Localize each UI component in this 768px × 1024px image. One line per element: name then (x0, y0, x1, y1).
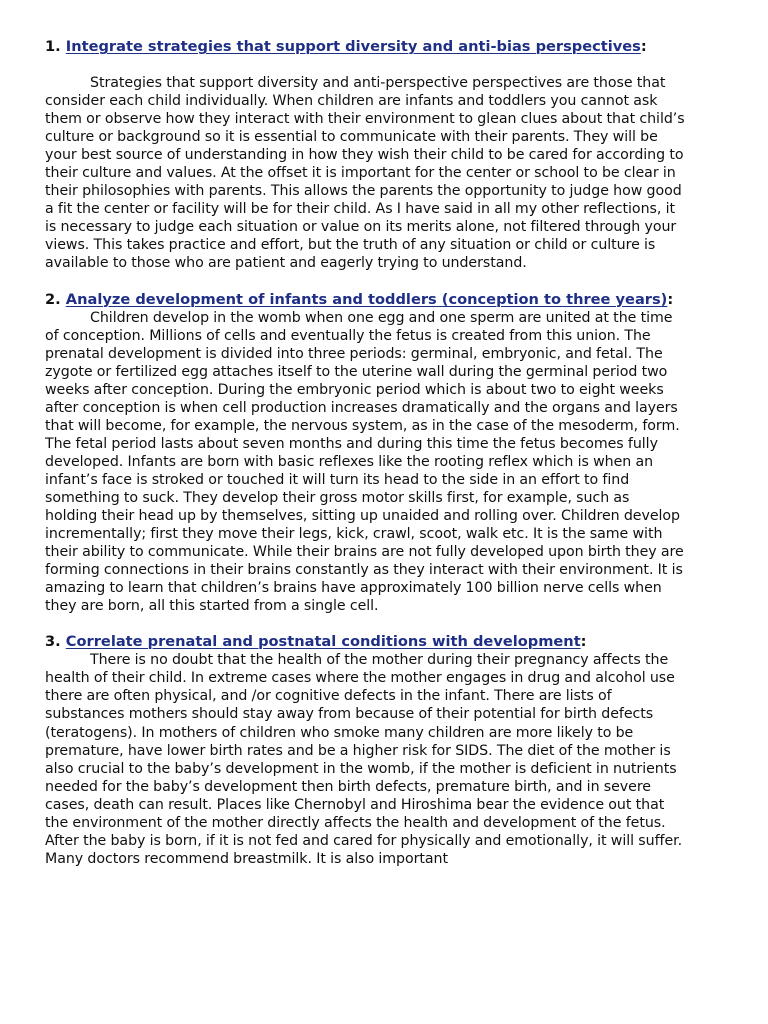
heading-colon: : (640, 38, 647, 55)
heading-link[interactable]: Correlate prenatal and postnatal conditions with development (65, 633, 581, 651)
heading-colon: : (580, 633, 587, 651)
heading-link[interactable]: Integrate strategies that support diversity and anti-bias perspectives (65, 38, 641, 55)
section-3 (45, 633, 685, 868)
section-body: Strategies that support diversity and anti-perspective perspectives are those that consider each child individually. When children are infants and toddlers you cannot ask them or observe how they interact with their environment to glean clues about that child’s culture or background so it is essential to communicate with their parents. They will be your best source of understanding in how they wish their child to be cared for according to their culture and values. At the offset it is important for the center or school to be clear in their philosophies with parents. This allows the parents the opportunity to judge how good a fit the center or facility will be for their child. As I have said in all my other reflections, it is necessary to judge each situation or value on its merits alone, not filtered through your views. This takes practice and effort, but the truth of any situation or child or culture is available to those who are patient and eagerly trying to understand. (45, 75, 685, 272)
section-body: There is no doubt that the health of the mother during their pregnancy affects the health of their child. In extreme cases where the mother engages in drug and alcohol use there are often physical, and /or cognitive defects in the infant. There are lists of substances mothers should stay away from because of their potential for birth defects (teratogens). In mothers of children who smoke many children are more likely to be premature, have lower birth rates and be a higher risk for SIDS. The diet of the mother is also crucial to the baby’s development in the womb, if the mother is deficient in nutrients needed for the baby’s development then birth defects, premature birth, and in severe cases, death can result. Places like Chernobyl and Hiroshima bear the evidence out that the environment of the mother directly affects the health and development of the fetus. After the baby is born, if it is not fed and cared for physically and emotionally, it will suffer. Many doctors recommend breastmilk. It is also important (45, 652, 683, 867)
heading-colon: : (667, 290, 674, 308)
section-heading (45, 633, 685, 651)
section-number: 2. (45, 290, 61, 308)
document-page (45, 38, 685, 868)
section-number: 1. (45, 38, 61, 55)
section-heading (45, 38, 685, 56)
section-number: 3. (45, 633, 61, 651)
section-heading (45, 291, 685, 309)
section-1 (45, 38, 685, 273)
section-body: Children develop in the womb when one egg and one sperm are united at the time of conception. Millions of cells and eventually the fetus is created from this union. The prenatal development is divided into three periods: germinal, embryonic, and fetal. The zygote or fertilized egg attaches itself to the uterine wall during the germinal period two weeks after conception. During the embryonic period which is about two to eight weeks after conception is when cell production increases dramatically and the organs and layers that will become, for example, the nervous system, as in the case of the mesoderm, form. The fetal period lasts about seven months and during this time the fetus becomes fully developed. Infants are born with basic reflexes like the rooting reflex which is when an infant’s face is stroked or touched it will turn its head to the side in an effort to find something to suck. They develop their gross motor skills first, for example, such as holding their head up by themselves, sitting up unaided and rolling over. Children develop incrementally; first they move their legs, kick, crawl, scoot, walk etc. It is the same with their ability to communicate. While their brains are not fully developed upon birth they are forming connections in their brains constantly as they interact with their environment. It is amazing to learn that children’s brains have approximately 100 billion nerve cells when they are born, all this started from a single cell. (45, 309, 684, 615)
heading-link[interactable]: Analyze development of infants and toddlers (conception to three years) (65, 290, 668, 308)
section-2 (45, 291, 685, 616)
